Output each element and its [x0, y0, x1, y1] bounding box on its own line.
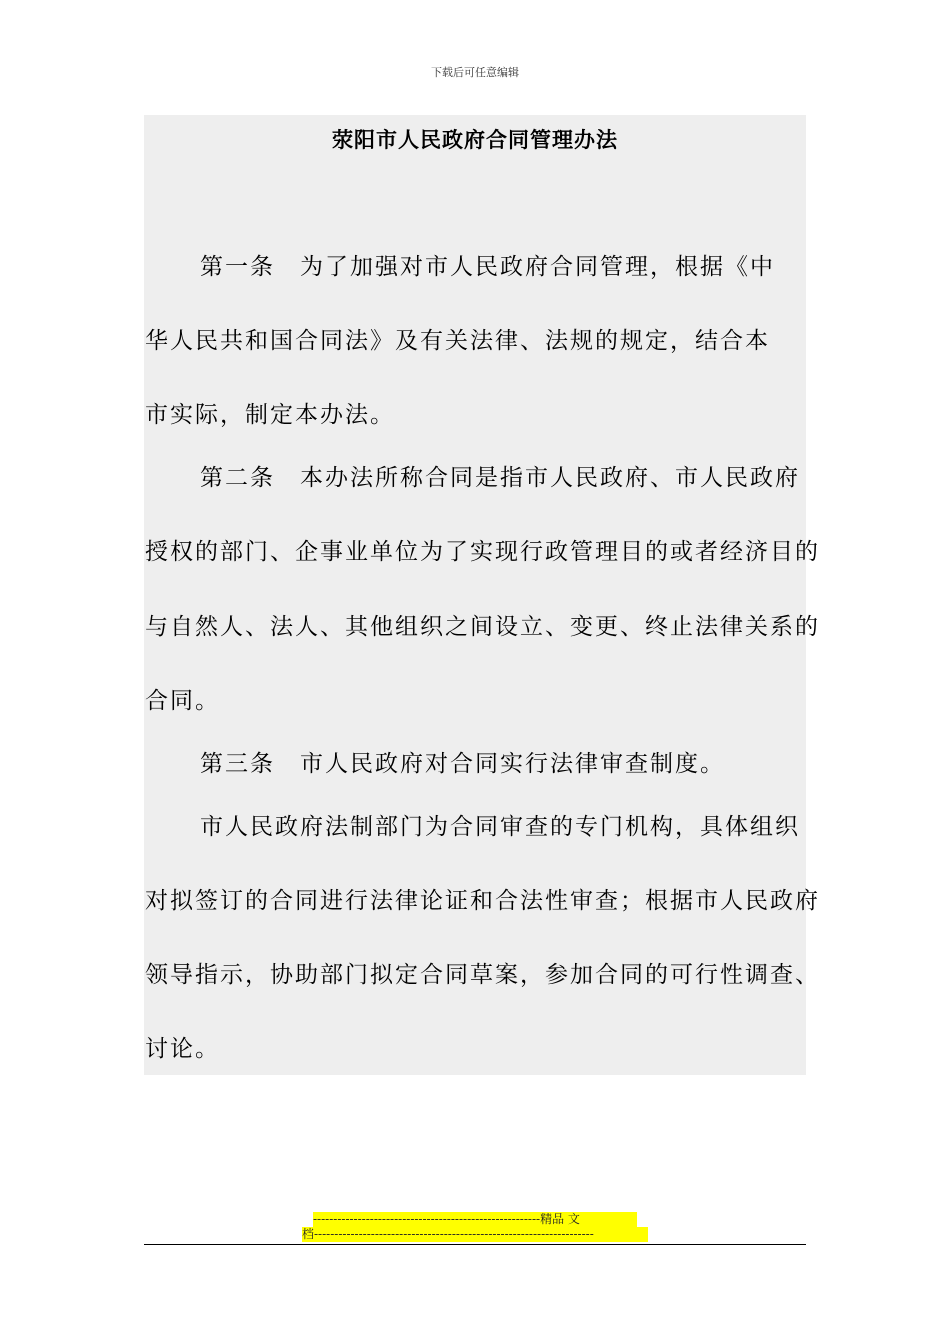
article-1-line-1: 第一条 为了加强对市人民政府合同管理，根据《中 — [200, 254, 775, 280]
header-note: 下载后可任意编辑 — [431, 66, 519, 79]
paragraph-line-4: 讨论。 — [145, 1036, 220, 1062]
document-title: 荥阳市人民政府合同管理办法 — [332, 127, 618, 152]
paragraph-line-2: 对拟签订的合同进行法律论证和合法性审查；根据市人民政府 — [145, 888, 820, 914]
article-2-line-4: 合同。 — [145, 688, 220, 714]
article-1-line-3: 市实际，制定本办法。 — [145, 402, 395, 428]
paragraph-line-1: 市人民政府法制部门为合同审查的专门机构，具体组织 — [200, 814, 800, 840]
footer-highlight-line-1: --------------------------------------------------------精品 文 — [313, 1212, 637, 1227]
footer-highlight-line-2: 档--------------------------------------------------------------------- — [302, 1227, 648, 1242]
paragraph-line-3: 领导指示，协助部门拟定合同草案，参加合同的可行性调查、 — [145, 962, 820, 988]
article-3-line-1: 第三条 市人民政府对合同实行法律审查制度。 — [200, 751, 725, 777]
footer-rule — [144, 1244, 806, 1245]
article-1-line-2: 华人民共和国合同法》及有关法律、法规的规定，结合本 — [145, 328, 770, 354]
article-2-line-2: 授权的部门、企事业单位为了实现行政管理目的或者经济目的 — [145, 539, 820, 565]
article-2-line-3: 与自然人、法人、其他组织之间设立、变更、终止法律关系的 — [145, 614, 820, 640]
article-2-line-1: 第二条 本办法所称合同是指市人民政府、市人民政府 — [200, 465, 800, 491]
